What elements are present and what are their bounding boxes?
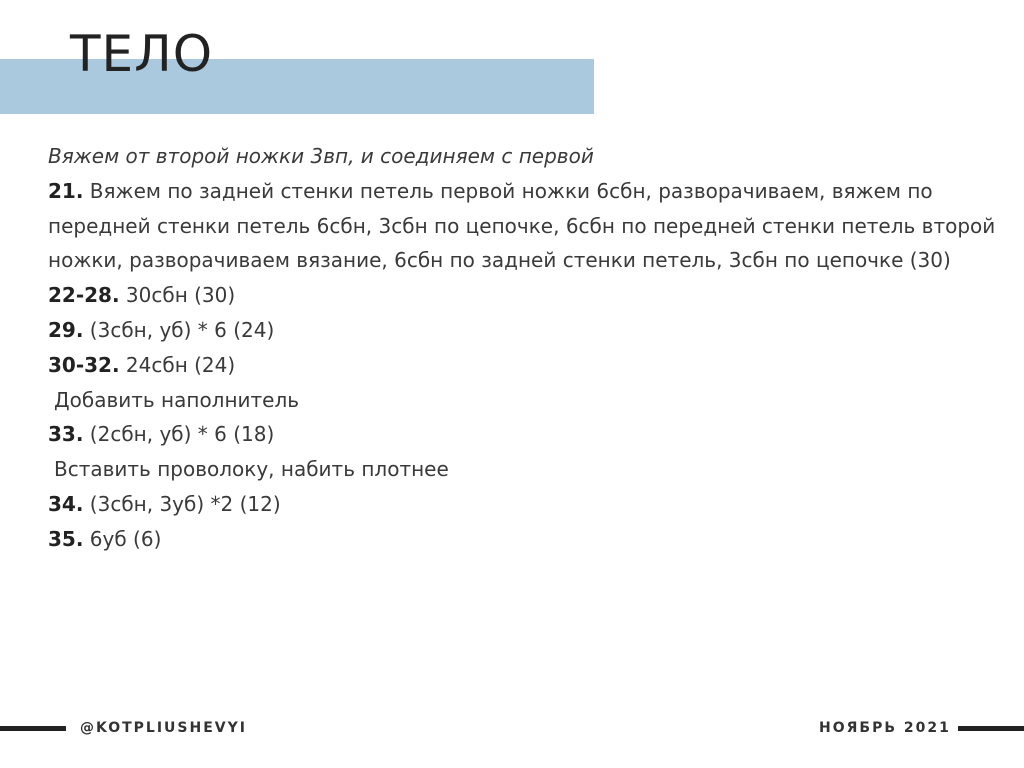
row-text: 6уб (6)	[83, 526, 162, 551]
pattern-row	[48, 417, 998, 452]
row-number: 35.	[48, 526, 84, 551]
pattern-row	[48, 522, 998, 557]
pattern-intro: Вяжем от второй ножки 3вп, и соединяем с первой	[48, 144, 594, 168]
pattern-row	[48, 278, 998, 313]
pattern-row	[48, 348, 998, 383]
pattern-row	[48, 313, 998, 348]
row-text: (2сбн, уб) * 6 (18)	[83, 422, 275, 447]
pattern-row	[48, 174, 998, 278]
row-text: 30сбн (30)	[119, 283, 236, 308]
footer-left-rule	[0, 726, 66, 731]
row-text: (3сбн, 3уб) *2 (12)	[83, 491, 281, 516]
row-text: Вяжем по задней стенки петель первой ножки 6сбн, разворачиваем, вяжем по передней стенки петель 6сбн, 3сбн по цепочке, 6сбн по передней стенки петель второй ножки, разворачиваем вязание, 6сбн по задней стенки петель, 3сбн по цепочке (30)	[48, 178, 996, 273]
row-number: 29.	[48, 317, 84, 342]
pattern-text	[48, 139, 998, 557]
row-number: 33.	[48, 422, 84, 447]
page-title: ТЕЛО	[70, 25, 214, 83]
row-number: 30-32.	[48, 352, 120, 377]
row-number: 21.	[48, 178, 84, 203]
footer-handle: @KOTPLIUSHEVYI	[80, 720, 247, 736]
footer-date: НОЯБРЬ 2021	[819, 720, 951, 736]
row-number: 34.	[48, 491, 84, 516]
pattern-note: Вставить проволоку, набить плотнее	[54, 457, 449, 482]
pattern-row	[48, 487, 998, 522]
row-text: (3сбн, уб) * 6 (24)	[83, 317, 275, 342]
footer-right-rule	[958, 726, 1024, 731]
row-text: 24сбн (24)	[119, 352, 236, 377]
pattern-note: Добавить наполнитель	[54, 387, 300, 412]
row-number: 22-28.	[48, 283, 120, 308]
